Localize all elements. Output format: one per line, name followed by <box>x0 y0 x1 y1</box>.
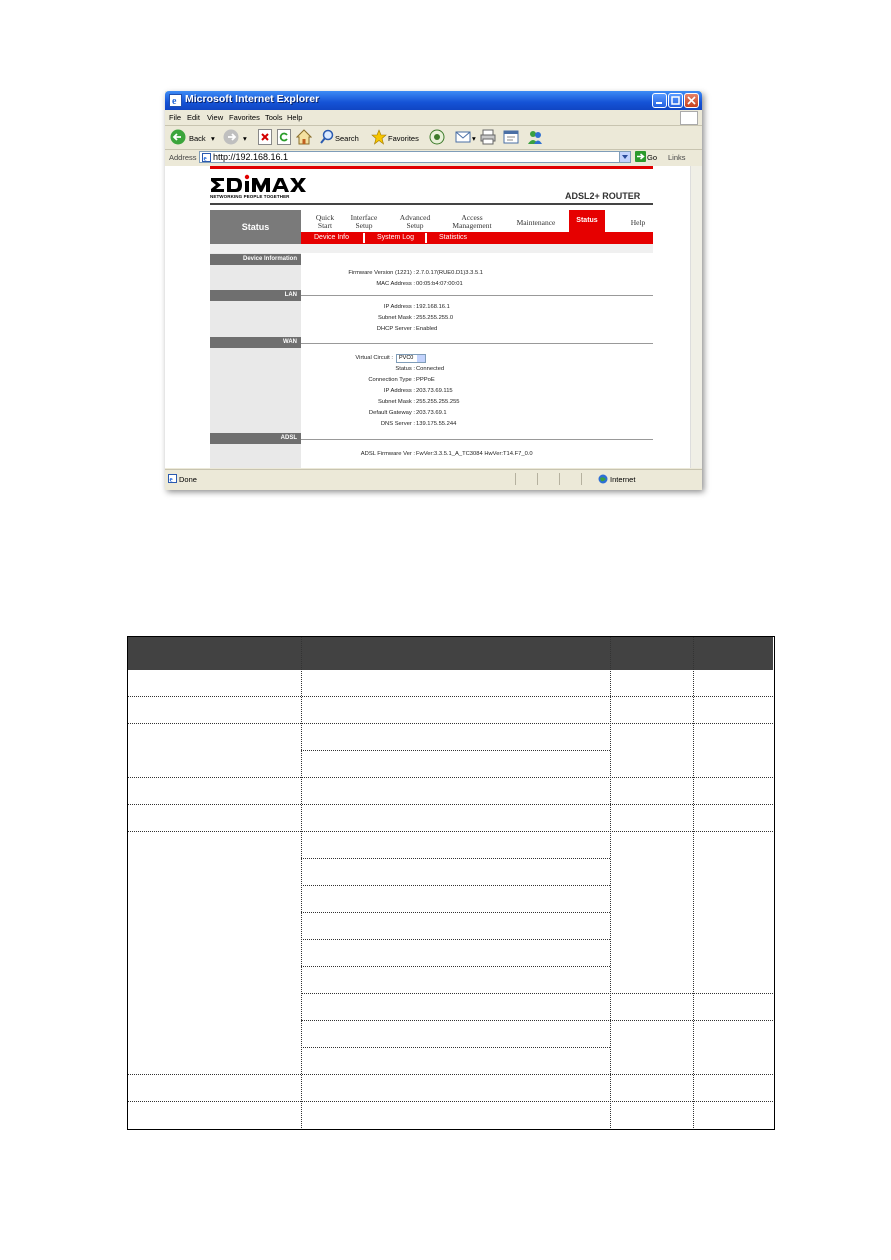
menu-help[interactable]: Help <box>287 113 303 122</box>
status-bar <box>165 469 702 490</box>
browser-window <box>165 91 702 489</box>
edimax-logo <box>210 174 310 196</box>
stop-icon[interactable] <box>258 129 272 145</box>
nav-help[interactable] <box>627 219 649 227</box>
nav-advanced-setup[interactable] <box>393 214 437 230</box>
internet-zone-icon <box>598 474 608 484</box>
virtual-circuit-select[interactable] <box>396 354 426 363</box>
section-wan-label: WAN <box>283 339 297 345</box>
dns-label: DNS Server : <box>380 421 415 427</box>
adsl-fw-value: FwVer:3.3.5.1_A_TC3084 HwVer:T14.F7_0.0 <box>416 451 533 457</box>
close-button[interactable] <box>684 93 699 108</box>
search-label[interactable]: Search <box>335 134 359 143</box>
edit-icon[interactable] <box>503 129 519 145</box>
nav-advanced-setup-line1: Advanced <box>399 213 431 222</box>
dhcp-value: Enabled <box>416 326 438 332</box>
lan-mask-label: Subnet Mask : <box>377 315 415 321</box>
table-row <box>128 696 773 697</box>
status-separator <box>515 473 516 485</box>
minimize-button[interactable] <box>652 93 667 108</box>
print-icon[interactable] <box>480 129 496 145</box>
links-button[interactable]: Links <box>668 153 686 162</box>
header-divider <box>210 203 653 205</box>
nav-status[interactable]: Status <box>569 210 605 232</box>
dhcp-label: DHCP Server : <box>376 326 415 332</box>
security-zone: Internet <box>610 475 636 484</box>
title-bar[interactable] <box>165 91 702 110</box>
address-url[interactable]: http://192.168.16.1 <box>213 152 289 162</box>
page-done-icon <box>168 474 177 483</box>
close-icon <box>686 95 697 106</box>
section-device-information <box>210 254 301 265</box>
address-dropdown-icon[interactable] <box>619 152 630 162</box>
chevron-down-icon <box>417 355 425 362</box>
section-device-information-label: Device Information <box>242 256 297 262</box>
home-icon[interactable] <box>296 129 312 145</box>
mail-dropdown-icon[interactable]: ▾ <box>472 134 476 143</box>
table-row <box>128 723 773 724</box>
header-red-stripe <box>210 166 653 169</box>
status-text: Done <box>179 475 197 484</box>
back-label[interactable]: Back <box>189 134 206 143</box>
table-row <box>301 750 610 751</box>
table-row <box>301 912 610 913</box>
refresh-icon[interactable] <box>277 129 291 145</box>
menu-file[interactable]: File <box>169 113 182 122</box>
nav-access-management-line2: Management <box>452 221 492 230</box>
menu-favorites[interactable]: Favorites <box>229 113 260 122</box>
subnav-separator <box>425 233 427 243</box>
virtual-circuit-value: PVC0 <box>399 355 414 361</box>
back-dropdown-icon[interactable]: ▾ <box>211 134 215 143</box>
nav-interface-setup-line2: Setup <box>355 221 373 230</box>
section-lan <box>210 290 301 301</box>
dns-value: 139.175.55.244 <box>416 421 457 427</box>
section-divider <box>301 439 653 440</box>
product-name: ADSL2+ ROUTER <box>565 191 641 201</box>
lan-ip-value: 192.168.16.1 <box>416 304 450 310</box>
section-lan-label: LAN <box>284 292 297 298</box>
mail-icon[interactable] <box>455 129 471 145</box>
table-row <box>128 1074 773 1075</box>
section-adsl <box>210 433 301 444</box>
menu-edit[interactable]: Edit <box>187 113 200 122</box>
status-separator <box>537 473 538 485</box>
search-icon[interactable] <box>320 129 334 145</box>
table-row <box>301 885 610 886</box>
content-top-band <box>210 244 653 253</box>
table-row <box>301 993 773 994</box>
vertical-scrollbar[interactable] <box>690 166 702 468</box>
window-title: Microsoft Internet Explorer <box>185 93 320 105</box>
menu-view[interactable]: View <box>207 113 224 122</box>
table-header-row <box>128 637 773 670</box>
nav-quick-start-line2: Start <box>317 221 333 230</box>
go-icon[interactable] <box>635 151 646 162</box>
conn-type-label: Connection Type : <box>368 377 415 383</box>
status-separator <box>559 473 560 485</box>
left-section-title-text: Status <box>241 222 270 232</box>
menu-tools[interactable]: Tools <box>265 113 283 122</box>
brand-tagline: NETWORKING PEOPLE TOGETHER <box>210 194 290 199</box>
table-row <box>128 804 773 805</box>
table-row <box>301 1047 610 1048</box>
mac-value: 00:05:b4:07:00:01 <box>416 281 463 287</box>
table-row <box>128 777 773 778</box>
adsl-fw-label: ADSL Firmware Ver : <box>360 451 415 457</box>
wan-status-value: Connected <box>416 366 445 372</box>
data-table <box>127 636 775 1130</box>
nav-advanced-setup-line2: Setup <box>406 221 424 230</box>
status-separator <box>581 473 582 485</box>
lan-mask-value: 255.255.255.0 <box>416 315 454 321</box>
address-label: Address <box>169 153 197 162</box>
media-icon[interactable] <box>429 129 445 145</box>
wan-mask-value: 255.255.255.255 <box>416 399 460 405</box>
address-input[interactable] <box>199 151 631 163</box>
table-row <box>301 858 610 859</box>
windows-logo-icon <box>680 111 698 125</box>
table-row <box>301 1020 773 1021</box>
address-bar <box>165 150 702 165</box>
lan-ip-label: IP Address : <box>383 304 415 310</box>
mac-label: MAC Address : <box>376 281 415 287</box>
menu-bar <box>165 110 702 126</box>
messenger-icon[interactable] <box>527 129 543 145</box>
page-icon <box>202 153 211 162</box>
svg-text:e: e <box>172 96 177 107</box>
forward-icon[interactable] <box>223 129 239 145</box>
svg-text:e: e <box>203 154 207 162</box>
nav-access-management-line1: Access <box>461 213 483 222</box>
wan-status-label: Status : <box>395 366 415 372</box>
gateway-value: 203.73.69.1 <box>416 410 447 416</box>
vc-label: Virtual Circuit : <box>355 355 393 361</box>
table-column-divider <box>610 637 611 1128</box>
nav-maintenance[interactable] <box>508 219 564 227</box>
nav-interface-setup-line1: Interface <box>350 213 378 222</box>
firmware-value: 2.7.0.17(RUE0.D1)3.3.5.1 <box>416 270 484 276</box>
maximize-button[interactable] <box>668 93 683 108</box>
internet-explorer-icon <box>169 94 182 107</box>
nav-access-management[interactable] <box>445 214 499 230</box>
nav-interface-setup[interactable] <box>346 214 382 230</box>
table-column-divider <box>693 637 694 1128</box>
subnav-statistics[interactable]: Statistics <box>439 234 468 241</box>
table-row <box>301 966 610 967</box>
nav-quick-start-line1: Quick <box>315 213 335 222</box>
left-section-title <box>210 210 301 244</box>
subnav-device-info[interactable]: Device Info <box>314 234 350 241</box>
wan-ip-label: IP Address : <box>383 388 415 394</box>
subnav-system-log[interactable]: System Log <box>377 234 414 241</box>
table-row <box>128 1101 773 1102</box>
nav-quick-start[interactable] <box>311 214 339 230</box>
table-column-divider <box>301 637 302 1128</box>
sub-navigation <box>301 232 653 244</box>
wan-mask-label: Subnet Mask : <box>377 399 415 405</box>
firmware-label: Firmware Version (1221) : <box>348 270 415 276</box>
svg-text:e: e <box>169 475 173 483</box>
table-row <box>128 831 773 832</box>
gateway-label: Default Gateway : <box>368 410 415 416</box>
page-content <box>165 166 690 468</box>
section-adsl-label: ADSL <box>280 435 297 441</box>
forward-dropdown-icon[interactable]: ▾ <box>243 134 247 143</box>
minimize-icon <box>654 95 665 106</box>
back-icon[interactable] <box>170 129 186 145</box>
section-wan <box>210 337 301 348</box>
toolbar <box>165 126 702 150</box>
conn-type-value: PPPoE <box>416 377 435 383</box>
wan-ip-value: 203.73.69.115 <box>416 388 453 394</box>
section-divider <box>301 295 653 296</box>
nav-maintenance-line1: Maintenance <box>516 218 556 227</box>
favorites-label[interactable]: Favorites <box>388 134 419 143</box>
maximize-icon <box>670 95 681 106</box>
subnav-separator <box>363 233 365 243</box>
section-divider <box>301 343 653 344</box>
nav-help-line1: Help <box>630 218 646 227</box>
go-button[interactable]: Go <box>647 153 658 162</box>
favorites-star-icon[interactable] <box>371 129 387 145</box>
table-row <box>301 939 610 940</box>
